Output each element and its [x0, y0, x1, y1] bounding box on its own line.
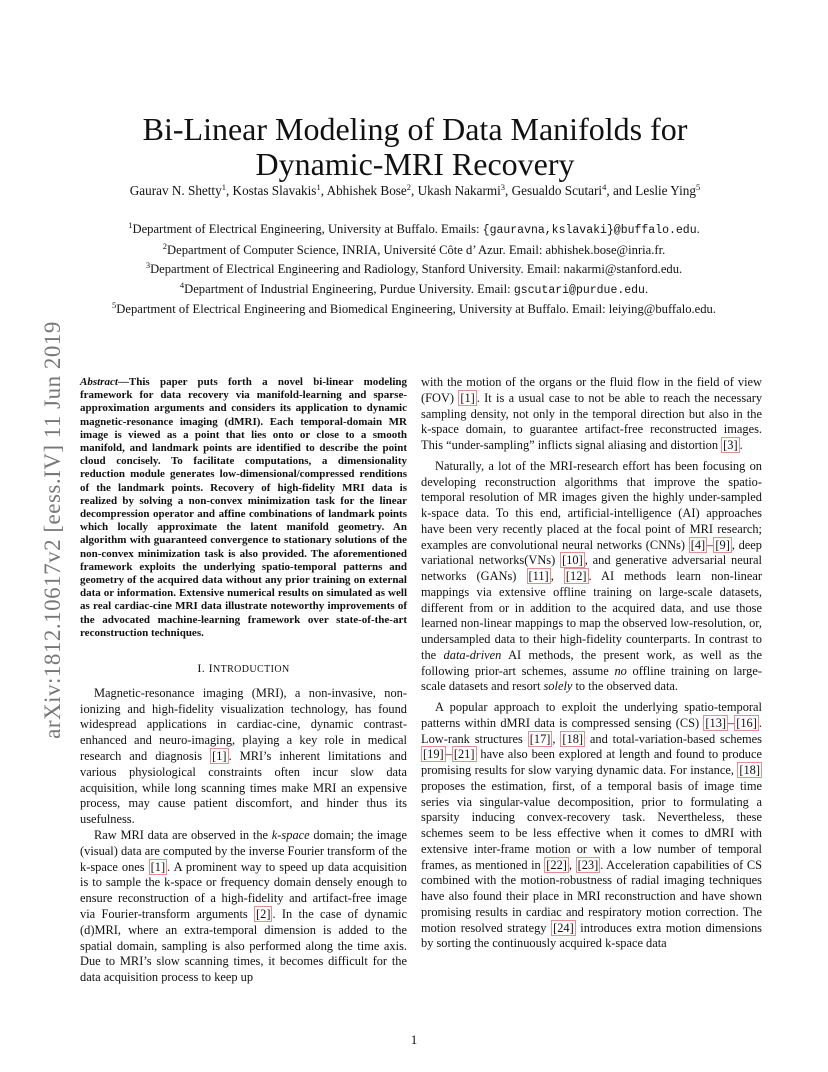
citation-link[interactable]: [2] [256, 907, 271, 922]
author-list [70, 183, 760, 199]
email-address[interactable]: {gauravna,kslavaki}@buffalo.edu [482, 224, 697, 237]
paragraph: A popular approach to exploit the underlying spatio-temporal patterns within dMRI data is compressed sensing (CS) [13] – [16] . Low-rank structures [17] , [18] and total-variation-based schemes [19] – [21] have also been explored at length and found to produce promising results for slow varying dynamic data. For instance, [18] proposes the estimation, first, of a temporal basis of image time series via singular-value decomposition, prior to formulating a sparsity inducing convex-recovery task. Nevertheless, these schemes seem to be less effective when it comes to dMRI with extensive inter-frame motion or with a low number of temporal frames, as mentioned in [22] , [23] . Acceleration capabilities of CS combined with the motion-robustness of radial imaging techniques have also found their place in MRI reconstruction and have shown promising results in cardiac and respiratory motion correction. The motion resolved strategy [24] introduces extra motion dimensions by sorting the continuously acquired k-space data [421, 700, 762, 951]
author: Kostas Slavakis$^1$, [232, 182, 327, 198]
citation-link[interactable]: [13] [705, 715, 727, 730]
section-heading-introduction: I. INTRODUCTION [197, 661, 290, 676]
citation-link[interactable]: [18] [739, 763, 760, 777]
citation-link[interactable]: [1] [460, 390, 475, 405]
arxiv-identifier: arXiv:1812.10617v2 [eess.IV] 11 Jun 2019 [40, 321, 65, 739]
citation-link[interactable]: [9] [715, 537, 730, 552]
email-address[interactable]: gscutari@purdue.edu [513, 283, 645, 297]
author: Gaurav N. Shetty$^1$, [129, 182, 233, 198]
left-column [80, 376, 407, 986]
page-number: 1 [410, 1032, 418, 1047]
citation-link[interactable]: [10] [562, 553, 583, 568]
author: Gesualdo Scutari$^4$, and [511, 182, 636, 198]
affiliation: $^3$Department of Electrical Engineering and Radiology, Stanford University. Email: nakarmi@stanford.edu. [145, 260, 683, 277]
citation-link[interactable]: [18] [562, 731, 584, 746]
abstract [80, 376, 407, 640]
paper-title [90, 112, 740, 182]
affiliation: $^5$Department of Electrical Engineering and Biomedical Engineering, University at Buffalo. Email: leiying@buffalo.edu. [112, 300, 716, 317]
affiliation: $^2$Department of Computer Science, INRIA, Université Côte d’ Azur. Email: abhishek.bose@inria.fr. [162, 240, 666, 257]
citation-link[interactable]: [23] [577, 857, 599, 872]
citation-link[interactable]: [12] [565, 569, 587, 583]
arxiv-sidebar [20, 290, 65, 770]
author: Ukash Nakarmi$^3$, [417, 182, 512, 198]
citation-link[interactable]: [22] [546, 857, 567, 872]
citation-link[interactable]: [4] [690, 537, 706, 552]
abstract-label: Abstract [80, 376, 118, 388]
citation-link[interactable]: [1] [212, 749, 227, 764]
title-line-1: Bi-Linear Modeling of Data Manifolds for [142, 111, 688, 147]
affiliation-list [60, 220, 768, 320]
paragraph: Naturally, a lot of the MRI-research effort has been focusing on developing reconstruction algorithms that improve the spatio-temporal resolution of MR images given the highly under-sampled k-space data. To this end, artificial-intelligence (AI) approaches have been very recently placed at the focal point of MRI research; examples are convolutional neural networks (CNNs) [4] – [9] , deep variational networks(VNs) [10] , and generative adversarial neural networks (GANs) [11] , [12] . AI methods learn non-linear mappings via extensive offline training on large-scale datasets, different from or in addition to the acquired data, and use those learned non-linear mappings to map the observed low-resolution, or, undersampled data to their high-fidelity counterparts. In contrast to the data-driven AI methods, the present work, as well as the following prior-art schemes, assume no offline training on large-scale datasets and resort solely to the observed data. [421, 458, 763, 694]
citation-link[interactable]: [21] [453, 747, 475, 762]
citation-link[interactable]: [3] [723, 438, 738, 452]
affiliation: $^4$Department of Industrial Engineering, Purdue University. Email: gscutari@purdue.edu. [179, 279, 649, 297]
citation-link[interactable]: [17] [529, 731, 551, 746]
title-line-2: Dynamic-MRI Recovery [255, 146, 575, 182]
citation-link[interactable]: [1] [150, 859, 166, 874]
citation-link[interactable]: [24] [553, 920, 574, 935]
citation-link[interactable]: [19] [423, 747, 444, 762]
paragraph: Magnetic-resonance imaging (MRI), a non-invasive, non-ionizing and high-fidelity visualization technology, has found widespread applications in cardiac-cine, dynamic contrast-enhanced and neuro-imaging, playing a key role in medical research and diagnosis [1] . MRI’s inherent limitations and various physiological constraints often incur slow data acquisition, while long scanning times make MRI an expensive process, may cause patient discomfort, and hinder thus its usefulness. [80, 685, 407, 827]
affiliation: $^1$Department of Electrical Engineering, University at Buffalo. Emails: {gauravna,kslavaki}@buffalo.edu. [128, 220, 700, 237]
author: Leslie Ying$^5$ [635, 182, 701, 198]
abstract-body: —This paper puts forth a novel bi-linear modeling framework for data recovery via manifold-learning and sparse-approximation arguments and considers its application to dynamic magnetic-resonance imaging (dMRI). Each temporal-domain MR image is viewed as a point that lies onto or close to a smooth manifold, and landmark points are identified to describe the point cloud concisely. To facilitate computations, a dimensionality reduction module generates low-dimensional/compressed renditions of the landmark points. Recovery of high-fidelity MRI data is realized by solving a non-convex minimization task for the linear decompression operator and affine combinations of landmark points which locally approximate the latent manifold geometry. An algorithm with guaranteed convergence to stationary solutions of the non-convex minimization task is also provided. The aforementioned framework exploits the underlying spatio-temporal patterns and geometry of the acquired data without any prior training on external data or information. Extensive numerical results on simulated as well as real cardiac-cine MRI data illustrate noteworthy improvements of the advocated machine-learning framework over state-of-the-art reconstruction techniques. [80, 376, 407, 639]
paragraph: Raw MRI data are observed in the k-space domain; the image (visual) data are computed by the inverse Fourier transform of the k-space ones [1] . A prominent way to speed up data acquisition is to sample the k-space or frequency domain densely enough to ensure reconstruction of a high-fidelity and artifact-free image via Fourier-transform arguments [2] . In the case of dynamic (d)MRI, where an extra-temporal dimension is added to the spatial domain, sampling is also performed along the time axis. Due to MRI’s slow scanning times, it becomes difficult for the data acquisition process to keep up [80, 828, 408, 985]
right-column [421, 375, 762, 952]
paragraph: with the motion of the organs or the fluid flow in the field of view (FOV) [1] . It is a usual case to not be able to reach the necessary sampling density, not only in the temporal direction but also in the k-space domain, to guarantee artifact-free reconstructed images. This “under-sampling” inflicts signal aliasing and distortion [3] . [421, 375, 763, 452]
author: Abhishek Bose$^2$, [326, 182, 418, 198]
citation-link[interactable]: [16] [736, 715, 757, 730]
citation-link[interactable]: [11] [528, 569, 549, 583]
